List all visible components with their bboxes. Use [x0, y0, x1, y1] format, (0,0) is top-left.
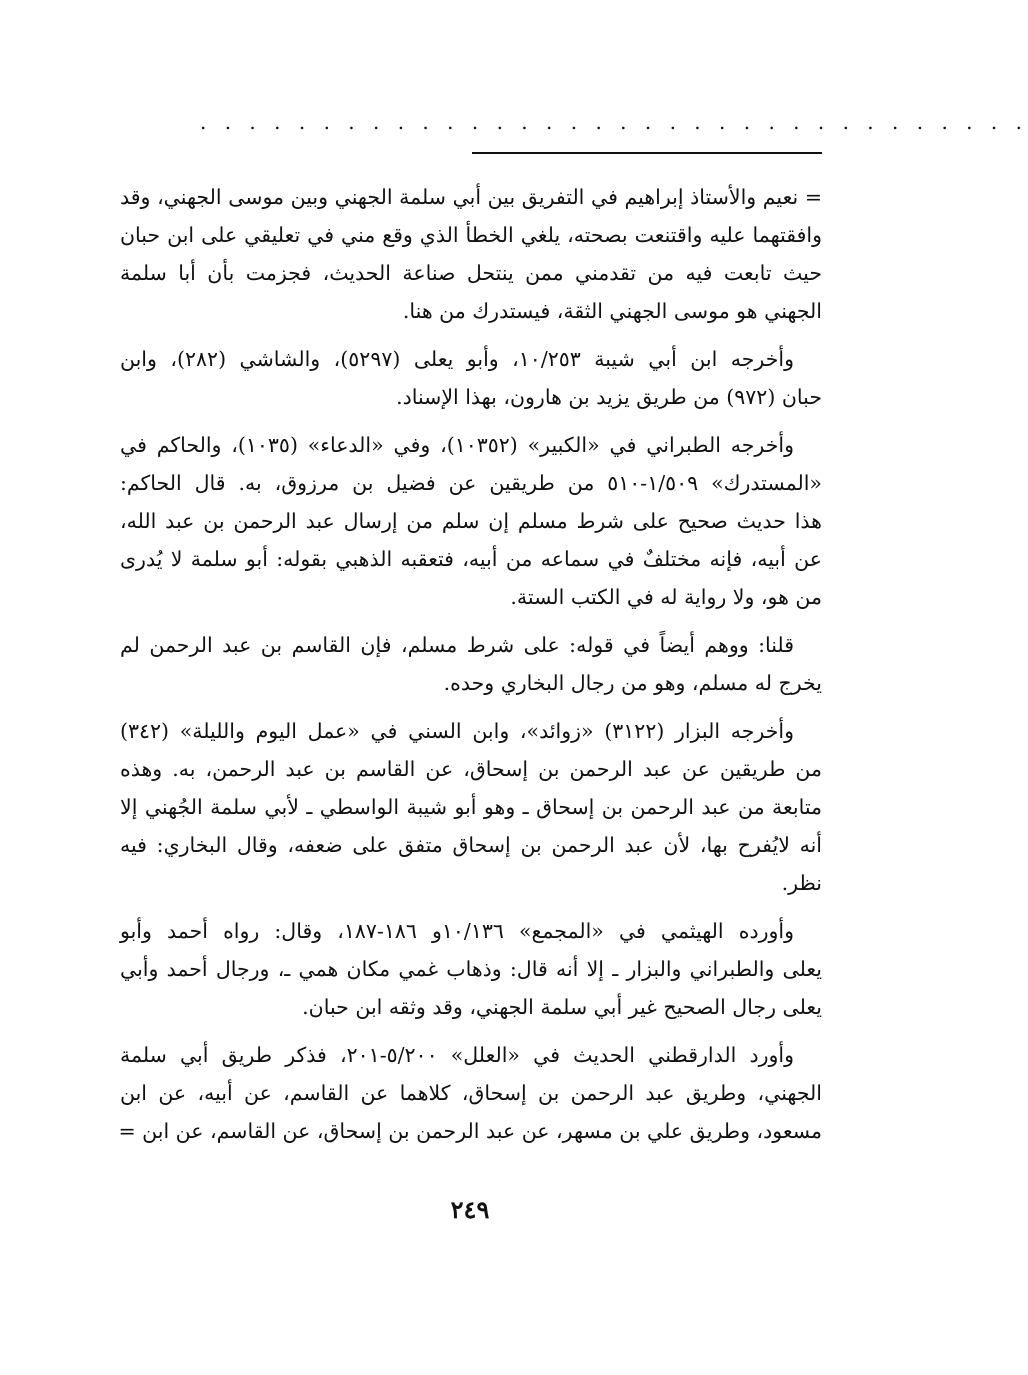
paragraph-haythami [120, 912, 822, 1026]
paragraph-daraqutni [120, 1036, 822, 1150]
text-line: من طريقين عن عبد الرحمن بن إسحاق، عن القاسم بن عبد الرحمن، به. وهذه [120, 757, 822, 781]
text-line: عن أبيه، فإنه مختلفٌ في سماعه من أبيه، فتعقبه الذهبي بقوله: أبو سلمة لا يُدرى [120, 547, 822, 571]
footnote-separator-rule [472, 152, 822, 154]
text-line: من هو، ولا رواية له في الكتب الستة. [510, 585, 822, 609]
text-line: متابعة من عبد الرحمن بن إسحاق ـ وهو أبو شيبة الواسطي ـ لأبي سلمة الجُهني إلا [120, 795, 822, 819]
text-line: وأورد الدارقطني الحديث في «العلل» ٥/٢٠٠-٢٠١، فذكر طريق أبي سلمة [120, 1043, 794, 1067]
text-line: وأخرجه ابن أبي شيبة ١٠/٢٥٣، وأبو يعلى (٥٢٩٧)، والشاشي (٢٨٢)، وابن [120, 347, 794, 371]
text-line: يخرج له مسلم، وهو من رجال البخاري وحده. [443, 671, 822, 695]
text-line: حيث تابعت فيه من تقدمني ممن ينتحل صناعة الحديث، فجزمت بأن أبا سلمة [120, 261, 822, 285]
text-line: حبان (٩٧٢) من طريق يزيد بن هارون، بهذا الإسناد. [396, 385, 822, 409]
paragraph-qulna [120, 626, 822, 702]
text-line: الجهني هو موسى الجهني الثقة، فيستدرك من هنا. [402, 299, 822, 323]
paragraph-continuation [120, 178, 822, 330]
text-line: «المستدرك» ١/٥٠٩-٥١٠ من طريقين عن فضيل بن مرزوق، به. قال الحاكم: [120, 471, 822, 495]
text-line: هذا حديث صحيح على شرط مسلم إن سلم من إرسال عبد الرحمن بن عبد الله، [120, 509, 822, 533]
footnote-body [120, 178, 822, 1150]
paragraph-bazzar [120, 712, 822, 902]
text-line: وأورده الهيثمي في «المجمع» ١٠/١٣٦و ١٨٦-١٨٧، وقال: رواه أحمد وأبو [120, 919, 794, 943]
text-line: يعلى والطبراني والبزار ـ إلا أنه قال: وذهاب غمي مكان همي ـ، ورجال أحمد وأبي [120, 957, 822, 981]
paragraph-tabarani-hakim [120, 426, 822, 616]
text-line: قلنا: ووهم أيضاً في قوله: على شرط مسلم، فإن القاسم بن عبد الرحمن لم [120, 633, 794, 657]
paragraph-ibn-abi-shaybah [120, 340, 822, 416]
text-line: الجهني، وطريق عبد الرحمن بن إسحاق، كلاهما عن القاسم، عن أبيه، عن ابن [120, 1081, 822, 1105]
text-line: نظر. [781, 871, 822, 895]
text-line: أنه لايُفرح بها، لأن عبد الرحمن بن إسحاق متفق على ضعفه، وقال البخاري: فيه [120, 833, 822, 857]
footnote-separator-dots: . . . . . . . . . . . . . . . . . . . . . . . . . . . . . . . . . . [200, 110, 1028, 134]
page-number: ٢٤٩ [450, 1195, 490, 1224]
text-line: وأخرجه الطبراني في «الكبير» (١٠٣٥٢)، وفي «الدعاء» (١٠٣٥)، والحاكم في [120, 433, 795, 457]
text-line: مسعود، وطريق علي بن مسهر، عن عبد الرحمن بن إسحاق، عن القاسم، عن ابن = [118, 1119, 822, 1143]
text-line: وأخرجه البزار (٣١٢٢) «زوائد»، وابن السني في «عمل اليوم والليلة» (٣٤٢) [120, 719, 794, 743]
text-line: وافقتهما عليه واقتنعت بصحته، يلغي الخطأ الذي وقع مني في تعليقي على ابن حبان [120, 223, 822, 247]
text-line: = نعيم والأستاذ إبراهيم في التفريق بين أبي سلمة الجهني وبين موسى الجهني، وقد [120, 185, 822, 209]
text-line: يعلى رجال الصحيح غير أبي سلمة الجهني، وقد وثقه ابن حبان. [302, 995, 822, 1019]
